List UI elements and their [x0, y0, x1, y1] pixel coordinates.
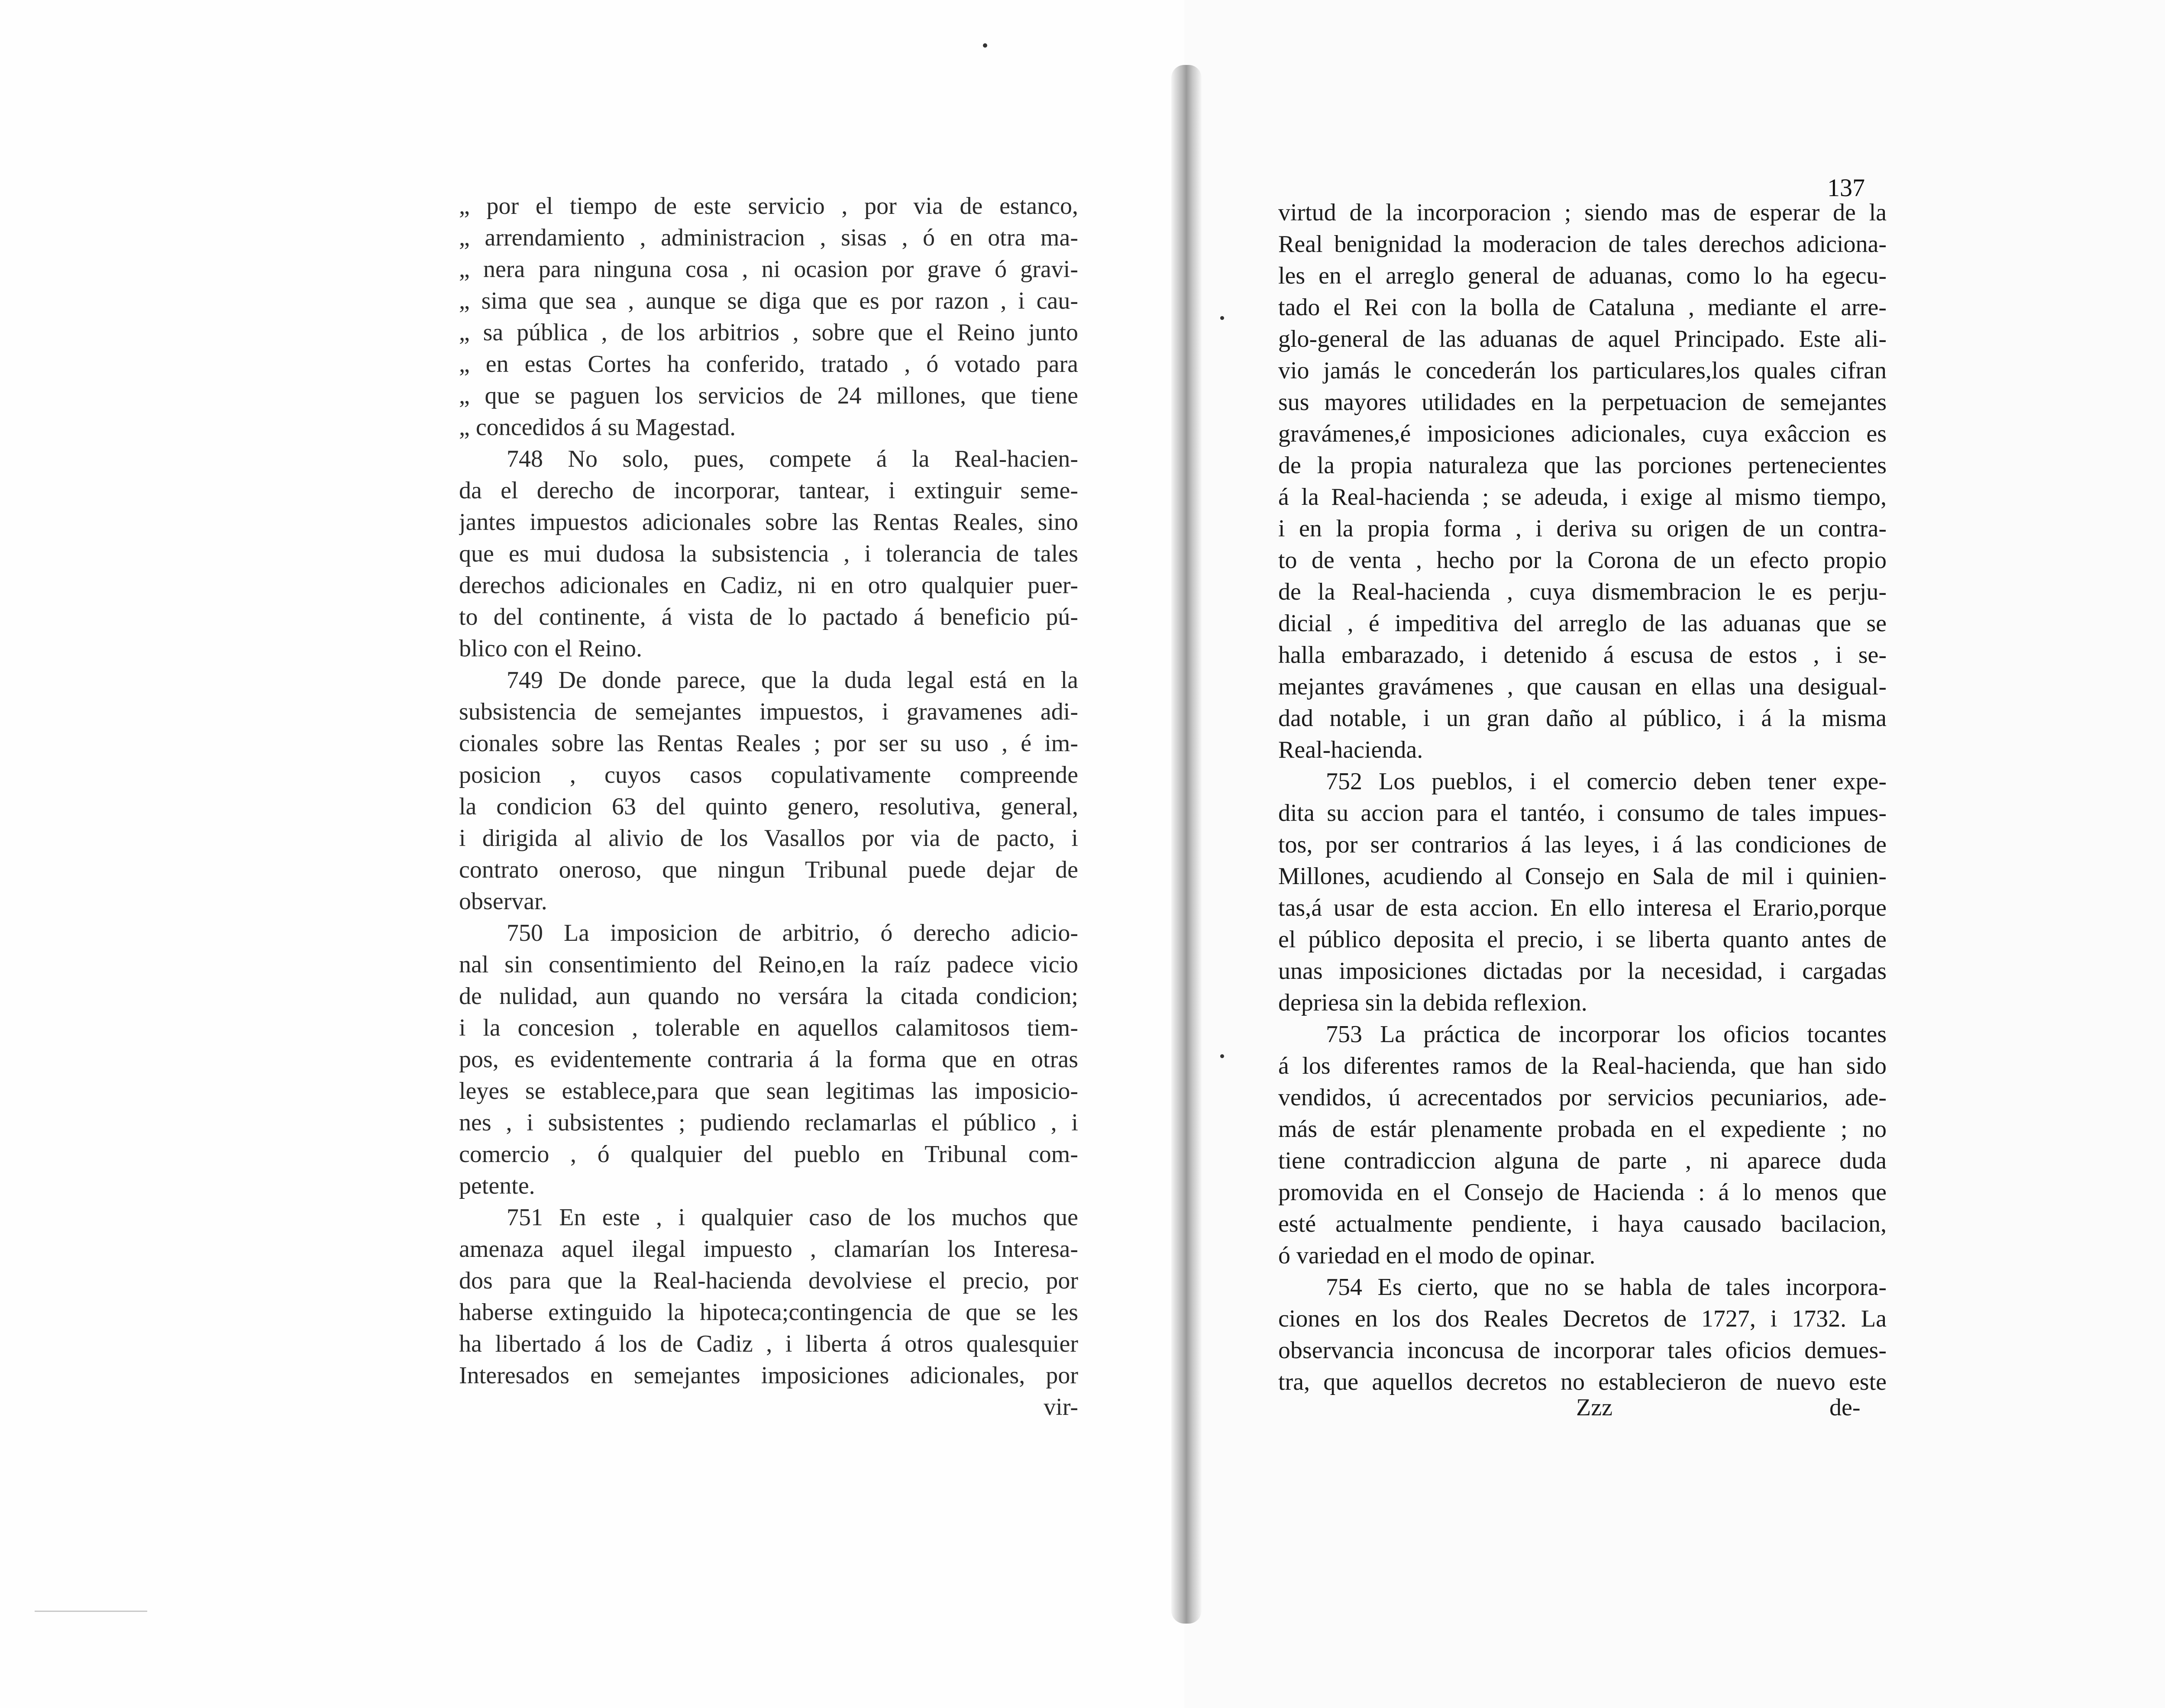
paragraph-750-start: 750 La imposicion de arbitrio, ó derecho adicio-: [507, 920, 1078, 946]
text-line: ha libertado á los de Cadiz , i liberta á otros qualesquier: [459, 1330, 1078, 1357]
text-line: unas imposiciones dictadas por la necesidad, i cargadas: [1278, 958, 1887, 985]
text-line: á la Real-hacienda ; se adeuda, i exige al mismo tiempo,: [1278, 484, 1887, 510]
text-line: Millones, acudiendo al Consejo en Sala de mil i quinien-: [1278, 863, 1887, 890]
page-number: 137: [1827, 174, 1865, 202]
text-line: nal sin consentimiento del Reino,en la raíz padece vicio: [459, 951, 1078, 978]
text-line: „ sima que sea , aunque se diga que es por razon , i cau-: [459, 287, 1078, 314]
text-line: esté actualmente pendiente, i haya causado bacilacion,: [1278, 1211, 1887, 1237]
text-line: tra, que aquellos decretos no establecieron de nuevo este: [1278, 1369, 1887, 1395]
text-line: de la propia naturaleza que las porciones pertenecientes: [1278, 452, 1887, 479]
text-line: comercio , ó qualquier del pueblo en Tribunal com-: [459, 1141, 1078, 1168]
scan-speck: [1220, 1054, 1224, 1058]
text-line: halla embarazado, i detenido á escusa de estos , i se-: [1278, 642, 1887, 668]
text-line: da el derecho de incorporar, tantear, i extinguir seme-: [459, 477, 1078, 504]
text-line: de la Real-hacienda , cuya dismembracion le es perju-: [1278, 578, 1887, 605]
text-line: tado el Rei con la bolla de Cataluna , mediante el arre-: [1278, 294, 1887, 321]
text-line: leyes se establece,para que sean legitimas las imposicio-: [459, 1078, 1078, 1104]
text-line: mejantes gravámenes , que causan en ellas una desigual-: [1278, 673, 1887, 700]
paragraph-752-start: 752 Los pueblos, i el comercio deben tener expe-: [1326, 768, 1887, 795]
text-line: observar.: [459, 888, 547, 915]
text-line: nes , i subsistentes ; pudiendo reclamarlas el público , i: [459, 1109, 1078, 1136]
text-line: les en el arreglo general de aduanas, como lo ha egecu-: [1278, 262, 1887, 289]
text-line: vendidos, ú acrecentados por servicios pecuniarios, ade-: [1278, 1084, 1887, 1111]
text-line: tiene contradiccion alguna de parte , ni aparece duda: [1278, 1147, 1887, 1174]
left-text-column: [459, 190, 1078, 1423]
text-line: tas,á usar de esta accion. En ello interesa el Erario,porque: [1278, 894, 1887, 921]
text-line: la condicion 63 del quinto genero, resolutiva, general,: [459, 793, 1078, 820]
text-line: „ por el tiempo de este servicio , por via de estanco,: [459, 193, 1078, 220]
text-line: de nulidad, aun quando no versára la citada condicion;: [459, 983, 1078, 1010]
text-line: más de estár plenamente probada en el expediente ; no: [1278, 1116, 1887, 1143]
text-line: dicial , é impeditiva del arreglo de las aduanas que se: [1278, 610, 1887, 637]
text-line: gravámenes,é imposiciones adicionales, cuya exâccion es: [1278, 420, 1887, 447]
text-line: cionales sobre las Rentas Reales ; por ser su uso , é im-: [459, 730, 1078, 757]
text-line: to del continente, á vista de lo pactado á beneficio pú-: [459, 604, 1078, 630]
text-line: i en la propia forma , i deriva su origen de un contra-: [1278, 515, 1887, 542]
page-edge-mark: [35, 1611, 147, 1612]
text-line: i la concesion , tolerable en aquellos calamitosos tiem-: [459, 1014, 1078, 1041]
text-line: Real benignidad la moderacion de tales derechos adiciona-: [1278, 231, 1887, 258]
text-line: i dirigida al alivio de los Vasallos por via de pacto, i: [459, 825, 1078, 852]
text-line: posicion , cuyos casos copulativamente compreende: [459, 762, 1078, 788]
text-line: Real-hacienda.: [1278, 736, 1423, 763]
text-line: „ sa pública , de los arbitrios , sobre que el Reino junto: [459, 319, 1078, 346]
paragraph-754-start: 754 Es cierto, que no se habla de tales incorpora-: [1326, 1274, 1887, 1301]
paragraph-749-start: 749 De donde parece, que la duda legal está en la: [507, 667, 1078, 694]
right-text-column: [1278, 197, 1887, 1398]
text-line: promovida en el Consejo de Hacienda : á lo menos que: [1278, 1179, 1887, 1206]
text-line: blico con el Reino.: [459, 635, 643, 662]
text-line: Interesados en semejantes imposiciones adicionales, por: [459, 1362, 1078, 1389]
text-line: ó variedad en el modo de opinar.: [1278, 1242, 1596, 1269]
text-line: contrato oneroso, que ningun Tribunal puede dejar de: [459, 856, 1078, 883]
text-line: „ que se paguen los servicios de 24 millones, que tiene: [459, 382, 1078, 409]
text-line: dad notable, i un gran daño al público, i á la misma: [1278, 705, 1887, 732]
paragraph-748-start: 748 No solo, pues, compete á la Real-hacien-: [507, 446, 1078, 472]
text-line: que es mui dudosa la subsistencia , i tolerancia de tales: [459, 540, 1078, 567]
text-line: petente.: [459, 1172, 535, 1199]
paragraph-753-start: 753 La práctica de incorporar los oficios tocantes: [1326, 1021, 1887, 1048]
text-line: sus mayores utilidades en la perpetuacion de semejantes: [1278, 389, 1887, 416]
text-line: to de venta , hecho por la Corona de un efecto propio: [1278, 547, 1887, 574]
text-line: ciones en los dos Reales Decretos de 1727, i 1732. La: [1278, 1305, 1887, 1332]
text-line: haberse extinguido la hipoteca;contingencia de que se les: [459, 1299, 1078, 1326]
text-line: depriesa sin la debida reflexion.: [1278, 989, 1587, 1016]
text-line: subsistencia de semejantes impuestos, i gravamenes adi-: [459, 698, 1078, 725]
text-line: vio jamás le concederán los particulares,los quales cifran: [1278, 357, 1887, 384]
text-line: tos, por ser contrarios á las leyes, i á las condiciones de: [1278, 831, 1887, 858]
text-line: „ en estas Cortes ha conferido, tratado , ó votado para: [459, 351, 1078, 378]
text-line: virtud de la incorporacion ; siendo mas de esperar de la: [1278, 199, 1887, 226]
text-line: jantes impuestos adicionales sobre las Rentas Reales, sino: [459, 509, 1078, 536]
text-line: amenaza aquel ilegal impuesto , clamarían los Interesa-: [459, 1236, 1078, 1262]
text-line: pos, es evidentemente contraria á la forma que en otras: [459, 1046, 1078, 1073]
text-line: á los diferentes ramos de la Real-hacienda, que han sido: [1278, 1053, 1887, 1079]
catchword-left: vir-: [1044, 1394, 1078, 1421]
text-line: observancia inconcusa de incorporar tales oficios demues-: [1278, 1337, 1887, 1364]
scan-speck: [983, 43, 987, 48]
paragraph-751-start: 751 En este , i qualquier caso de los muchos que: [507, 1204, 1078, 1231]
text-line: dos para que la Real-hacienda devolviese el precio, por: [459, 1267, 1078, 1294]
text-line: el público deposita el precio, i se liberta quanto antes de: [1278, 926, 1887, 953]
text-line: „ nera para ninguna cosa , ni ocasion por grave ó gravi-: [459, 256, 1078, 283]
text-line: „ arrendamiento , administracion , sisas , ó en otra ma-: [459, 224, 1078, 251]
book-gutter: [1171, 65, 1202, 1624]
catchword-right: de-: [1829, 1394, 1861, 1421]
text-line: glo-general de las aduanas de aquel Principado. Este ali-: [1278, 326, 1887, 352]
scan-speck: [1220, 316, 1224, 320]
text-line: dita su accion para el tantéo, i consumo de tales impues-: [1278, 800, 1887, 827]
text-line: „ concedidos á su Magestad.: [459, 414, 736, 441]
text-line: derechos adicionales en Cadiz, ni en otro qualquier puer-: [459, 572, 1078, 599]
signature-mark: Zzz: [1576, 1394, 1612, 1421]
